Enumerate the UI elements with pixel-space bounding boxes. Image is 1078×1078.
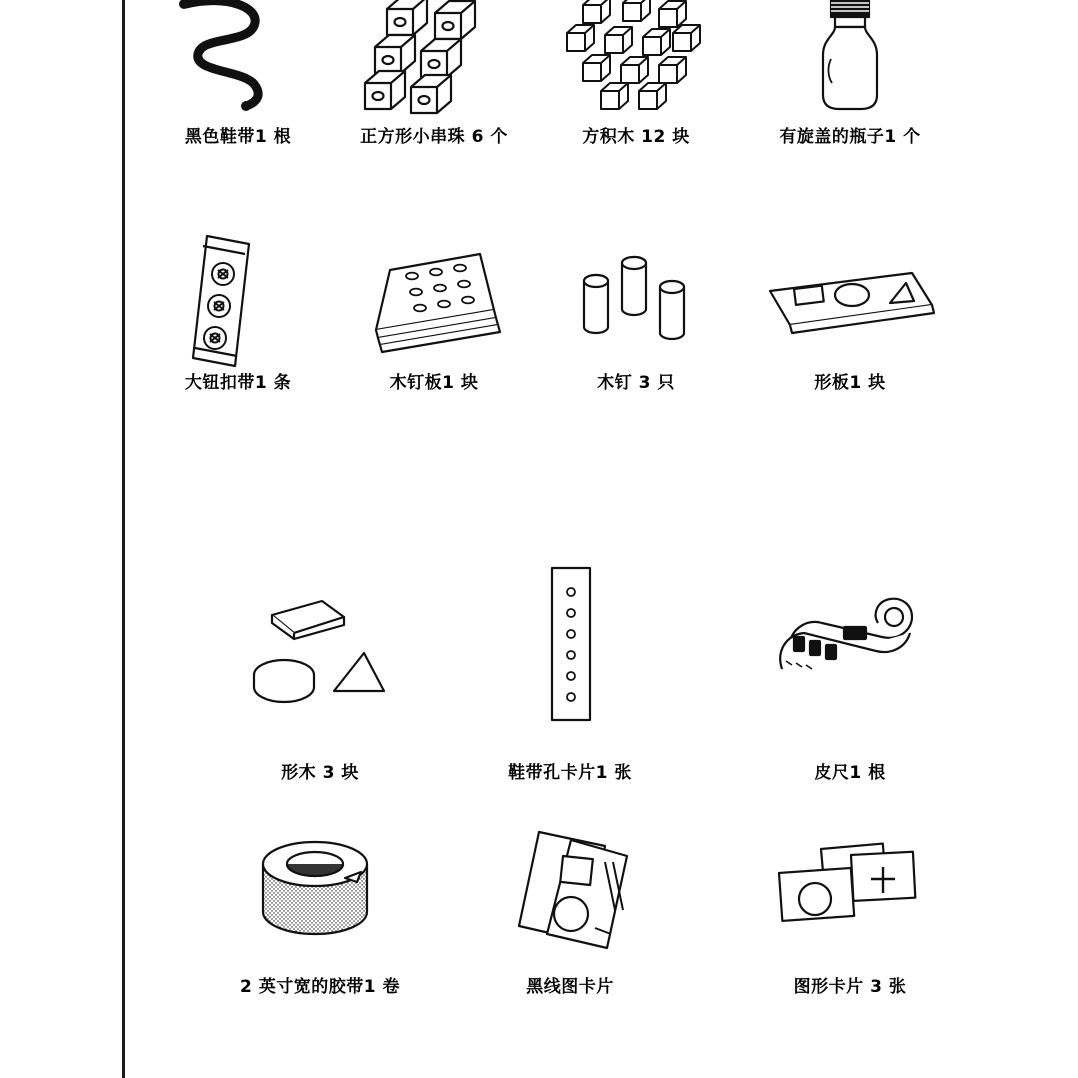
shape-board-icon	[730, 242, 970, 362]
item-label: 形木 3 块	[281, 763, 359, 783]
peg-board-icon	[326, 242, 542, 362]
items-sheet	[130, 0, 1078, 1078]
list-item	[730, 242, 970, 393]
item-label: 方积木 12 块	[582, 127, 690, 147]
list-item	[460, 552, 680, 783]
list-item	[730, 0, 970, 147]
item-label: 木钉板1 块	[389, 373, 479, 393]
button-strap-icon	[130, 242, 346, 362]
list-item	[212, 818, 428, 997]
list-item	[528, 242, 744, 393]
list-item	[730, 818, 970, 997]
lace-hole-card-icon	[460, 552, 680, 752]
tape-roll-icon	[212, 818, 428, 966]
square-beads-icon	[326, 0, 542, 116]
list-item	[326, 0, 542, 147]
list-item	[130, 0, 346, 147]
list-item	[730, 552, 970, 783]
item-label: 木钉 3 只	[597, 373, 675, 393]
shape-blocks-icon	[212, 552, 428, 752]
item-label: 图形卡片 3 张	[793, 977, 907, 997]
item-label: 黑线图卡片	[526, 977, 614, 997]
item-label: 有旋盖的瓶子1 个	[779, 127, 921, 147]
shoelace-icon	[130, 0, 346, 116]
item-label: 2 英寸宽的胶带1 卷	[240, 977, 400, 997]
list-item	[212, 552, 428, 783]
item-label: 大钮扣带1 条	[184, 373, 292, 393]
tape-measure-icon	[730, 552, 970, 752]
list-item	[326, 242, 542, 393]
screw-cap-bottle-icon	[730, 0, 970, 116]
wooden-pegs-icon	[528, 242, 744, 362]
item-label: 形板1 块	[814, 373, 886, 393]
shape-cards-icon	[730, 818, 970, 966]
page-margin-rule	[122, 0, 125, 1078]
blocks-icon	[528, 0, 744, 116]
item-label: 皮尺1 根	[814, 763, 886, 783]
item-label: 鞋带孔卡片1 张	[508, 763, 632, 783]
line-drawing-cards-icon	[460, 818, 680, 966]
item-label: 正方形小串珠 6 个	[360, 127, 508, 147]
list-item	[460, 818, 680, 997]
item-label: 黑色鞋带1 根	[184, 127, 292, 147]
list-item	[130, 242, 346, 393]
list-item	[528, 0, 744, 147]
